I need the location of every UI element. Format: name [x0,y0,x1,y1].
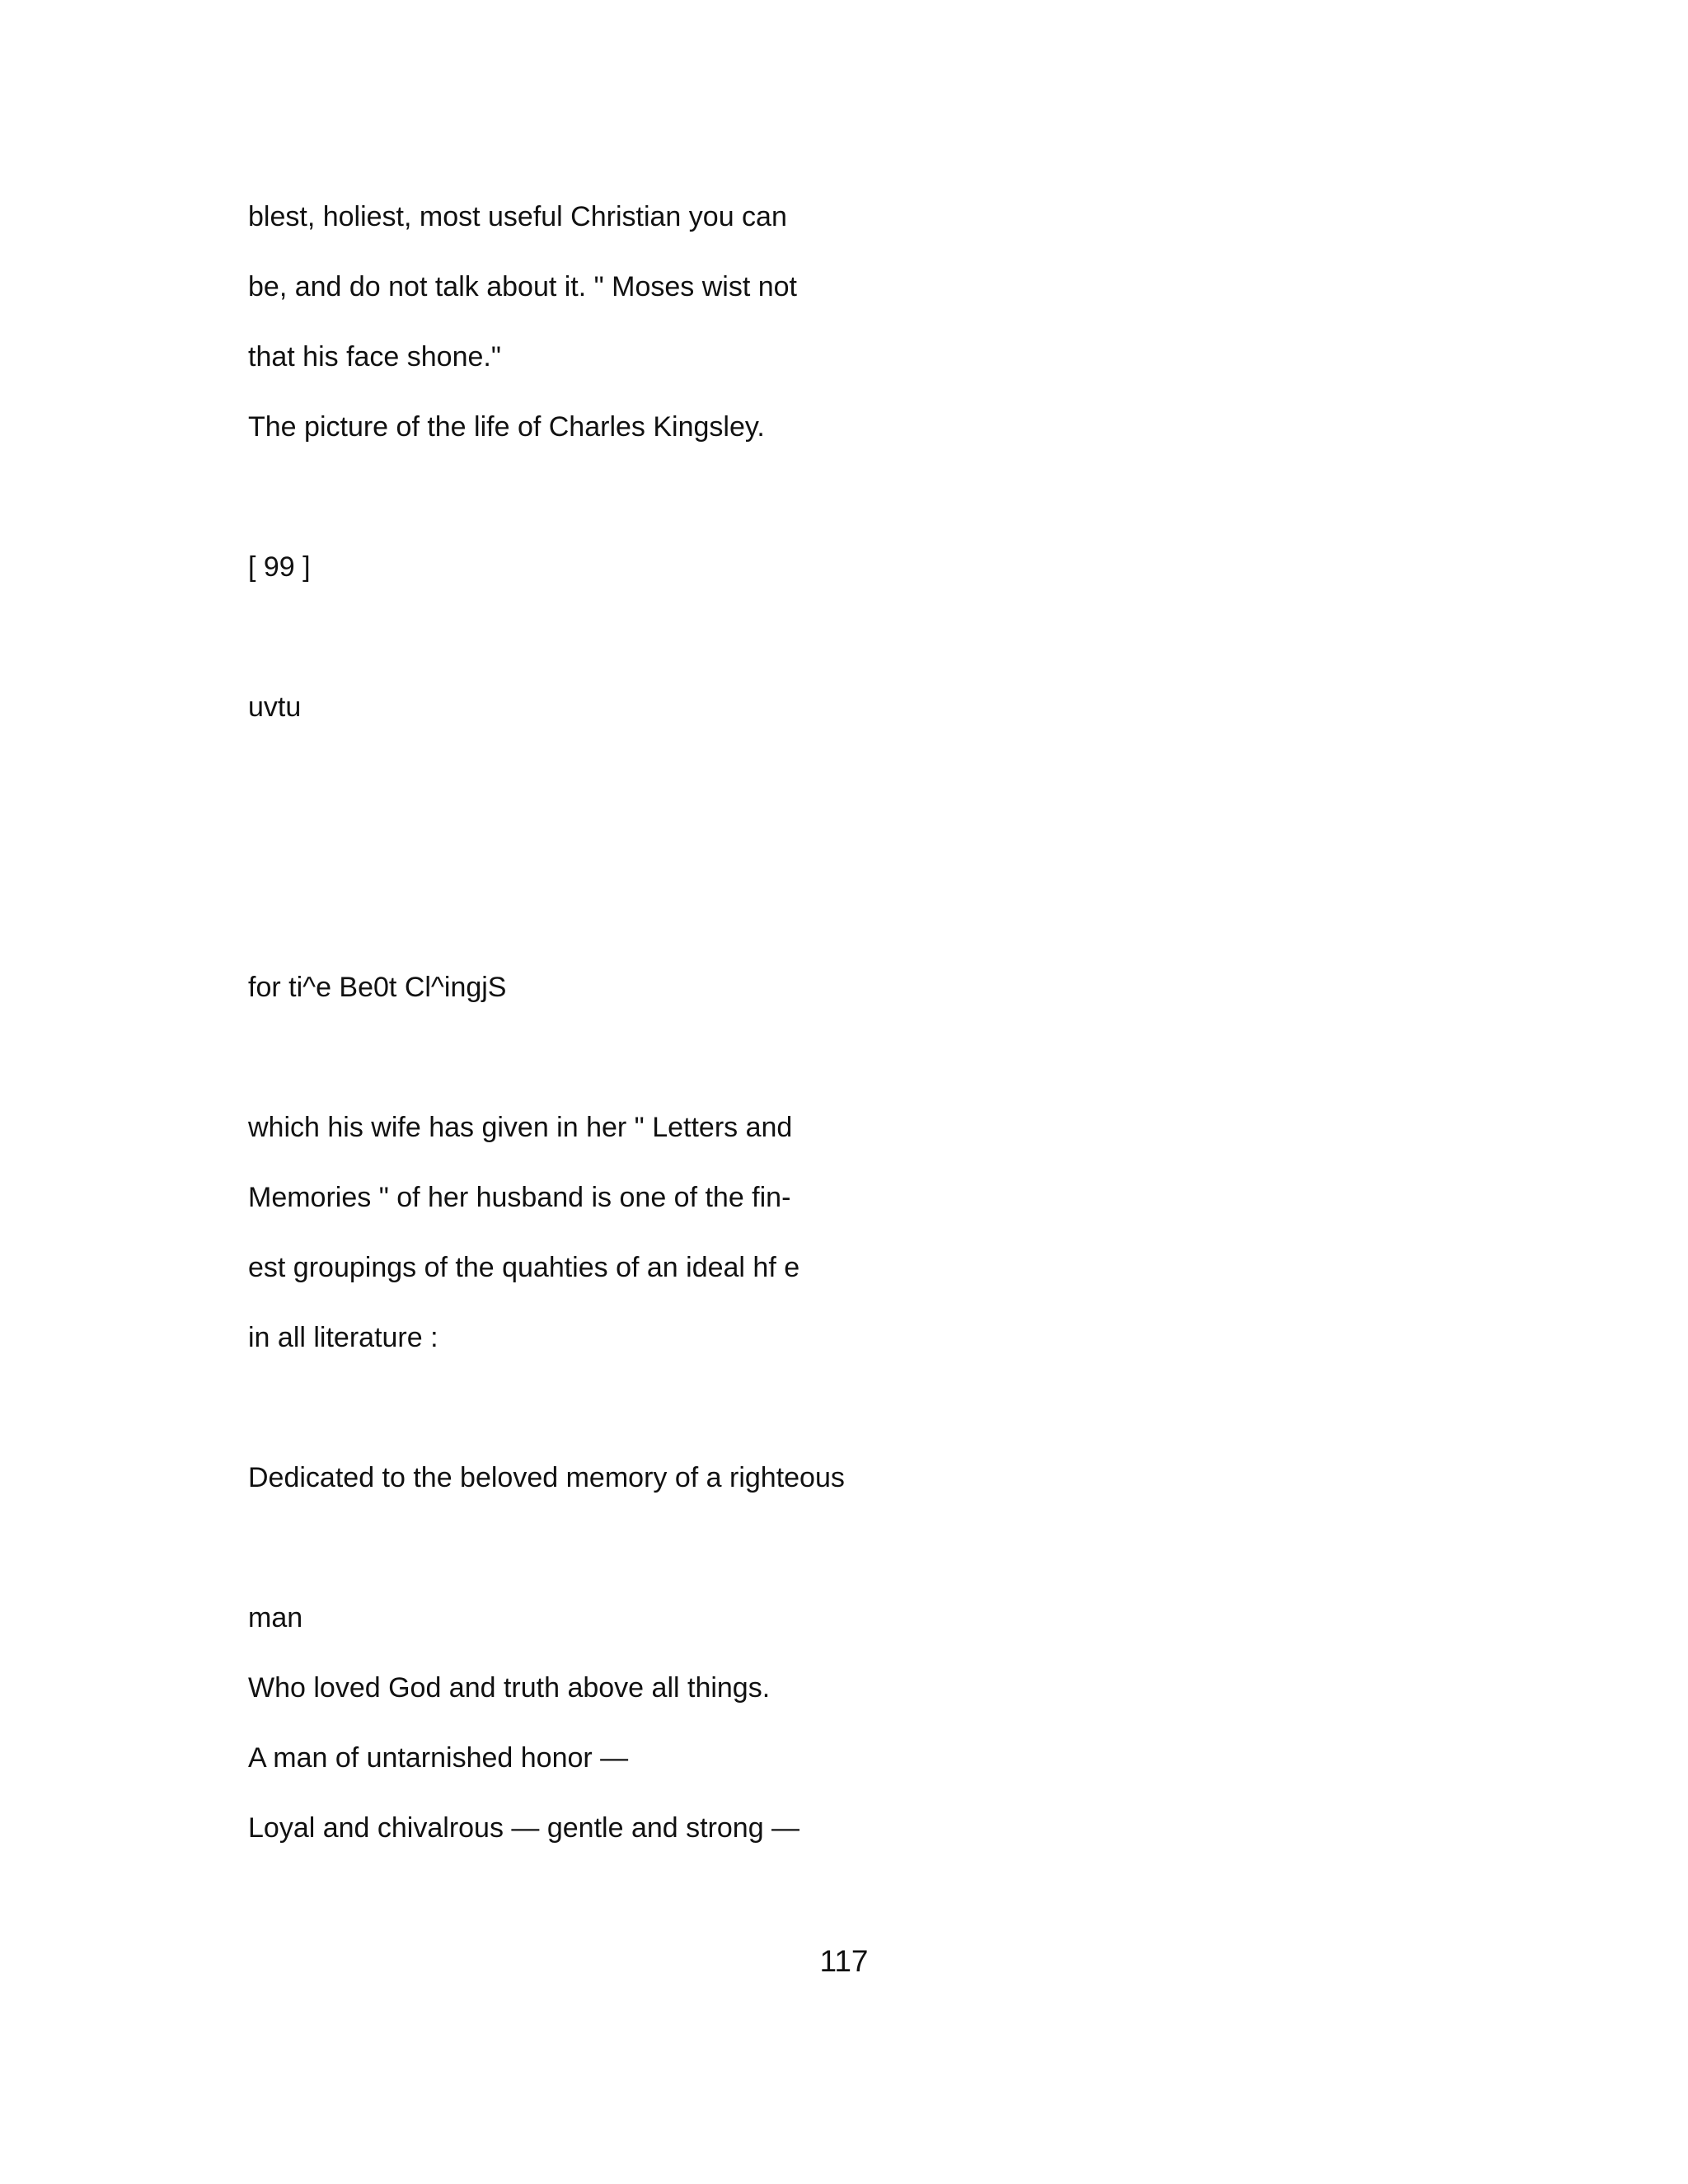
dedication-line: Dedicated to the beloved memory of a righteous [248,1462,845,1493]
dedication-line: Who loved God and truth above all things. [248,1672,771,1704]
text-line: Memories " of her husband is one of the fin- [248,1182,791,1213]
text-line: which his wife has given in her " Letters and [248,1112,793,1143]
text-line: be, and do not talk about it. " Moses wist not [248,271,798,302]
page-number: 117 [819,1944,869,1978]
text-line: The picture of the life of Charles Kingsley. [248,411,765,443]
text-line: blest, holiest, most useful Christian you can [248,201,787,232]
bracketed-page-reference: [ 99 ] [248,551,311,583]
text-line: that his face shone." [248,341,501,373]
dedication-line: A man of untarnished honor — [248,1742,629,1774]
dedication-line: Loyal and chivalrous — gentle and strong — [248,1812,800,1844]
text-line: uvtu [248,691,302,723]
text-line: in all literature : [248,1322,438,1353]
running-heading: for ti^e Be0t Cl^ingjS [248,972,507,1003]
dedication-line: man [248,1602,303,1633]
text-line: est groupings of the quahties of an ideal hf e [248,1252,800,1283]
